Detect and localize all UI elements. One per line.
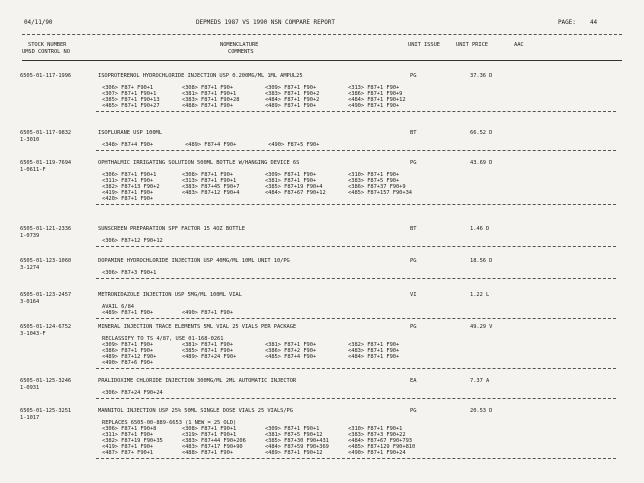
entry-detail-row: <306> F87+1 F90+8 <308> F87+1 F90+1 <309> F87+1 F90+1 <310> F87+1 F90+1 — [102, 426, 403, 432]
entry-description: PRALIDOXIME CHLORIDE INJECTION 300MG/ML 2ML AUTOMATIC INJECTOR — [98, 378, 297, 384]
entry-detail-row: <306> F87+3 F90+1 — [102, 270, 157, 276]
entry-control-no: 1-1017 — [20, 415, 40, 421]
entry-unit-price: 49.29 V — [470, 324, 493, 330]
entry-separator — [96, 398, 616, 399]
entry-detail-row: <420> F87+1 F90+ — [102, 196, 154, 202]
entry-description: OPHTHALMIC IRRIGATING SOLUTION 500ML BOTTLE W/HANGING DEVICE 6S — [98, 160, 300, 166]
entry-separator — [96, 246, 616, 247]
entry-description: MANNITOL INJECTION USP 25% 50ML SINGLE DOSE VIALS 25 VIALS/PG — [98, 408, 293, 414]
entry-detail-row: <311> F87+1 F90+ <313> F87+1 F90+1 <381> F87+1 F90+ <383> F87+5 F90+ — [102, 178, 400, 184]
entry-separator — [96, 111, 616, 112]
entry-nsn: 6505-01-123-2457 — [20, 292, 72, 298]
entry-detail-row: <311> F87+1 F90+ <319> F87+1 F90+1 <381> F87+5 F90+12 <383> F87+3 F90+22 — [102, 432, 406, 438]
entry-unit-issue: PG — [410, 160, 417, 166]
entry-detail-row: <382> F87+19 F90+35 <383> F87+44 F90+206 <385> F87+30 F90+431 <484> F87+67 F90+793 — [102, 438, 412, 444]
col-unit-price: UNIT PRICE — [456, 42, 488, 48]
entry-unit-price: 66.52 D — [470, 130, 493, 136]
entry-unit-price: 1.22 L — [470, 292, 490, 298]
entry-control-no: 3-1043-F — [20, 331, 46, 337]
entry-control-no: 3-0164 — [20, 299, 40, 305]
entry-unit-price: 20.53 D — [470, 408, 493, 414]
report-date: 04/11/90 — [24, 19, 53, 26]
entry-unit-price: 37.36 D — [470, 73, 493, 79]
entry-nsn: 6505-01-125-3251 — [20, 408, 72, 414]
page-label: PAGE: — [558, 19, 576, 26]
entry-unit-price: 18.56 D — [470, 258, 493, 264]
entry-nsn: 6505-01-119-7694 — [20, 160, 72, 166]
entry-description: ISOPROTERENOL HYDROCHLORIDE INJECTION USP 0.200MG/ML 1ML AMPUL25 — [98, 73, 303, 79]
entry-separator — [96, 150, 616, 151]
entry-description: SUNSCREEN PREPARATION SPF FACTOR 15 4OZ BOTTLE — [98, 226, 245, 232]
entry-detail-row: <485> F87+1 F90+27 <488> F87+1 F90+ <489> F87+1 F90+ <490> F87+1 F90+ — [102, 103, 400, 109]
header-rule-top — [22, 34, 622, 35]
entry-description: METRONIDAZOLE INJECTION USP 5MG/ML 100ML VIAL — [98, 292, 242, 298]
entry-detail-row: <386> F87+1 F90+ <385> F87+1 F90+ <386> F87+2 F90+ <483> F87+1 F90+ — [102, 348, 400, 354]
entry-nsn: 6505-01-123-1060 — [20, 258, 72, 264]
entry-detail-row: <489> F87+12 F90+ <489> F87+24 F90+ <485> F87+4 F90+ <484> F87+1 F90+ — [102, 354, 400, 360]
entry-control-no: 3-1274 — [20, 265, 40, 271]
entry-control-no: 1-0611-F — [20, 167, 46, 173]
entry-nsn: 6505-01-117-1996 — [20, 73, 72, 79]
entry-description: MINERAL INJECTION TRACE ELEMENTS 5ML VIAL 25 VIALS PER PACKAGE — [98, 324, 297, 330]
entry-unit-issue: PG — [410, 324, 417, 330]
entry-unit-price: 1.46 D — [470, 226, 490, 232]
entry-unit-price: 43.69 D — [470, 160, 493, 166]
entry-nsn: 6505-01-124-6752 — [20, 324, 72, 330]
col-unit-issue: UNIT ISSUE — [408, 42, 440, 48]
entry-control-no: 1-0931 — [20, 385, 40, 391]
col-umsd-control: UMSD CONTROL NO — [22, 49, 70, 55]
entry-detail-row: <489> F87+1 F90+ <490> F87+1 F90+ — [102, 310, 234, 316]
entry-description: ISOFLURANE USP 100ML — [98, 130, 162, 136]
entry-detail-row: <307> F87+1 F90+1 <381> F87+1 F90+1 <383> F87+1 F90+2 <386> F87+1 F90+9 — [102, 91, 403, 97]
entry-separator — [96, 458, 616, 459]
entry-separator — [96, 278, 616, 279]
entry-description: DOPAMINE HYDROCHLORIDE INJECTION USP 40MG/ML 10ML UNIT 10/PG — [98, 258, 290, 264]
entry-detail-row: <385> F87+1 F90+13 <383> F87+1 F90+28 <484> F87+1 F90+2 <484> F87+1 F90+12 — [102, 97, 406, 103]
entry-unit-issue: VI — [410, 292, 417, 298]
entry-separator — [96, 318, 616, 319]
entry-control-no: 1-0739 — [20, 233, 40, 239]
entry-detail-row: <306> F87+12 F90+12 — [102, 238, 163, 244]
entry-detail-row: <487> F87+ F90+1 <488> F87+1 F90+ <489> F87+1 F90+12 <490> F87+1 F90+24 — [102, 450, 406, 456]
entry-unit-price: 7.37 A — [470, 378, 490, 384]
report-title: DEPMEDS 1987 VS 1990 NSN COMPARE REPORT — [196, 19, 335, 26]
col-nomenclature: NOMENCLATURE — [220, 42, 259, 48]
entry-detail-row: <306> F87+ F90+1 <308> F87+1 F90+ <309> F87+1 F90+ <313> F87+1 F90+ — [102, 85, 400, 91]
entry-nsn: 6505-01-121-2336 — [20, 226, 72, 232]
entry-nsn: 6505-01-125-3246 — [20, 378, 72, 384]
entry-unit-issue: BT — [410, 130, 417, 136]
entry-detail-row: <490> F87+6 F90+ — [102, 360, 154, 366]
entry-detail-row: <382> F87+13 F90+2 <383> F87+45 F90+7 <385> F87+19 F90+4 <386> F87+37 F90+9 — [102, 184, 406, 190]
entry-unit-issue: EA — [410, 378, 417, 384]
entry-detail-row: <348> F87+4 F90+ <489> F87+4 F90+ <490> F87+5 F90+ — [102, 142, 320, 148]
header-rule-bottom — [22, 60, 622, 61]
entry-detail-row: AVAIL 6/84 — [102, 304, 134, 310]
entry-control-no: 1-3010 — [20, 137, 40, 143]
entry-separator — [96, 368, 616, 369]
col-comments: COMMENTS — [228, 49, 254, 55]
col-aac: AAC — [514, 42, 524, 48]
page-number: 44 — [590, 19, 598, 26]
entry-detail-row: <306> F87+1 F90+1 <308> F87+1 F90+ <309> F87+1 F90+ <310> F87+1 F90+ — [102, 172, 400, 178]
entry-unit-issue: PG — [410, 408, 417, 414]
entry-detail-row: <306> F87+24 F90+24 — [102, 390, 163, 396]
entry-unit-issue: BT — [410, 226, 417, 232]
col-stock-number: STOCK NUMBER — [28, 42, 67, 48]
entry-detail-row: <309> F87+1 F90+ <381> F87+1 F90+ <381> F87+1 F90+ <382> F87+1 F90+ — [102, 342, 400, 348]
entry-detail-row: RECLASSIFY TO TS 4/87, USE 01-168-0261 — [102, 336, 224, 342]
entry-nsn: 6505-01-117-9832 — [20, 130, 72, 136]
entry-detail-row: <419> F87+1 F90+ <483> F87+17 F90+90 <484> F87+59 F90+369 <485> F87+129 F90+810 — [102, 444, 416, 450]
entry-unit-issue: PG — [410, 73, 417, 79]
entry-detail-row: <419> F87+1 F90+ <483> F87+12 F90+4 <484> F87+67 F90+12 <485> F87+157 F90+34 — [102, 190, 412, 196]
entry-separator — [96, 204, 616, 205]
entry-detail-row: REPLACES 6505-00-889-6653 (1 NEW = 25 OLD) — [102, 420, 237, 426]
entry-unit-issue: PG — [410, 258, 417, 264]
